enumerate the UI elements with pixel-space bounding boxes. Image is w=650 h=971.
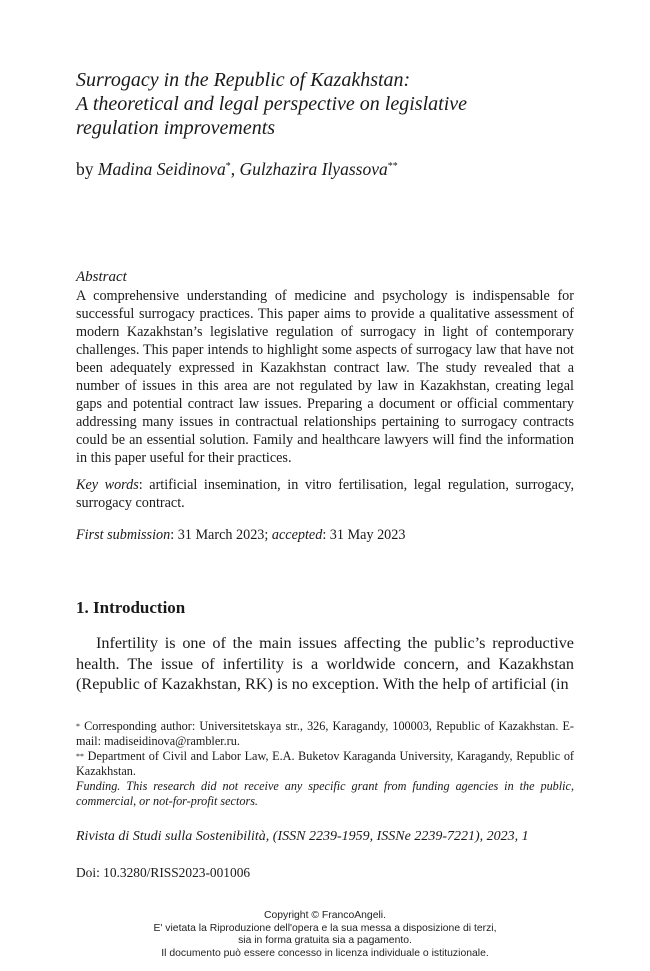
footnote-2-text: Department of Civil and Labor Law, E.A. Buketov Karaganda University, Karagandy, Republic of Kazakhstan.: [76, 749, 574, 778]
copyright-line-2: E' vietata la Riproduzione dell'opera e la sua messa a disposizione di terzi,: [153, 922, 497, 934]
keywords-text: : artificial insemination, in vitro fertilisation, legal regulation, surrogacy, surrogacy contract.: [76, 477, 574, 511]
keywords-label: Key words: [76, 477, 139, 493]
submission-dates: [76, 526, 405, 544]
title-line-2: A theoretical and legal perspective on legislative: [76, 93, 468, 115]
author-byline: [76, 158, 398, 180]
byline-separator: ,: [230, 159, 240, 179]
byline-prefix: by: [76, 159, 98, 179]
footnote-1: [76, 719, 574, 749]
abstract-label: Abstract: [76, 269, 127, 285]
abstract-text: A comprehensive understanding of medicine and psychology is indispensable for successful surrogacy practices. This paper aims to provide a qualitative assessment of modern Kazakhstan’s legislative regulation of surrogacy in light of contemporary challenges. This paper intends to highlight some aspects of surrogacy law that have not been adequately expressed in Kazakhstan contract law. The study revealed that a number of issues in this area are not regulated by law in Kazakhstan, creating legal gaps and potential contract law issues. Preparing a document or official commentary addressing many issues in contractual relationships pertaining to surrogacy contracts could be an essential solution. Family and healthcare lawyers will find the information in this paper useful for their practices.: [76, 288, 574, 466]
first-submission-label: First submission: [76, 527, 171, 543]
copyright-line-4: Il documento può essere concesso in licenza individuale o istituzionale.: [161, 947, 489, 959]
journal-citation: Rivista di Studi sulla Sostenibilità, (ISSN 2239-1959, ISSNe 2239-7221), 2023, 1: [76, 829, 529, 844]
author-1-footnote-mark: *: [225, 161, 231, 172]
funding-statement: Funding. This research did not receive any specific grant from funding agencies in the public, commercial, or not-for-profit sectors.: [76, 779, 574, 808]
first-submission-date: : 31 March 2023;: [170, 527, 272, 543]
author-2-footnote-mark: **: [387, 161, 398, 172]
author-name-2: Gulzhazira Ilyassova: [239, 159, 388, 179]
introduction-paragraph: Infertility is one of the main issues affecting the public’s reproductive health. The issue of infertility is a worldwide concern, and Kazakhstan (Republic of Kazakhstan, RK) is no exception. With the help of artificial (in: [76, 634, 574, 693]
copyright-line-1: Copyright © FrancoAngeli.: [263, 910, 386, 921]
title-line-1: Surrogacy in the Republic of Kazakhstan:: [76, 69, 411, 91]
copyright-line-3: sia in forma gratuita sia a pagamento.: [238, 935, 412, 946]
footnote-2: [76, 749, 574, 779]
footnote-1-text: Corresponding author: Universitetskaya str., 326, Karagandy, 100003, Republic of Kazakhstan. E-mail: madiseidinova@rambler.ru.: [76, 719, 574, 748]
title-line-3: regulation improvements: [76, 117, 276, 139]
footnotes: [76, 719, 574, 809]
accepted-date: : 31 May 2023: [322, 527, 406, 543]
accepted-label: accepted: [271, 527, 323, 543]
author-name-1: Madina Seidinova: [97, 159, 226, 179]
footnote-2-mark: **: [76, 752, 84, 761]
keywords: [76, 476, 574, 512]
section-heading-introduction: 1. Introduction: [76, 598, 186, 617]
footnote-1-mark: *: [76, 722, 80, 731]
copyright-notice: [0, 910, 650, 960]
paper-title: [76, 68, 596, 140]
doi: Doi: 10.3280/RISS2023-001006: [76, 865, 251, 880]
